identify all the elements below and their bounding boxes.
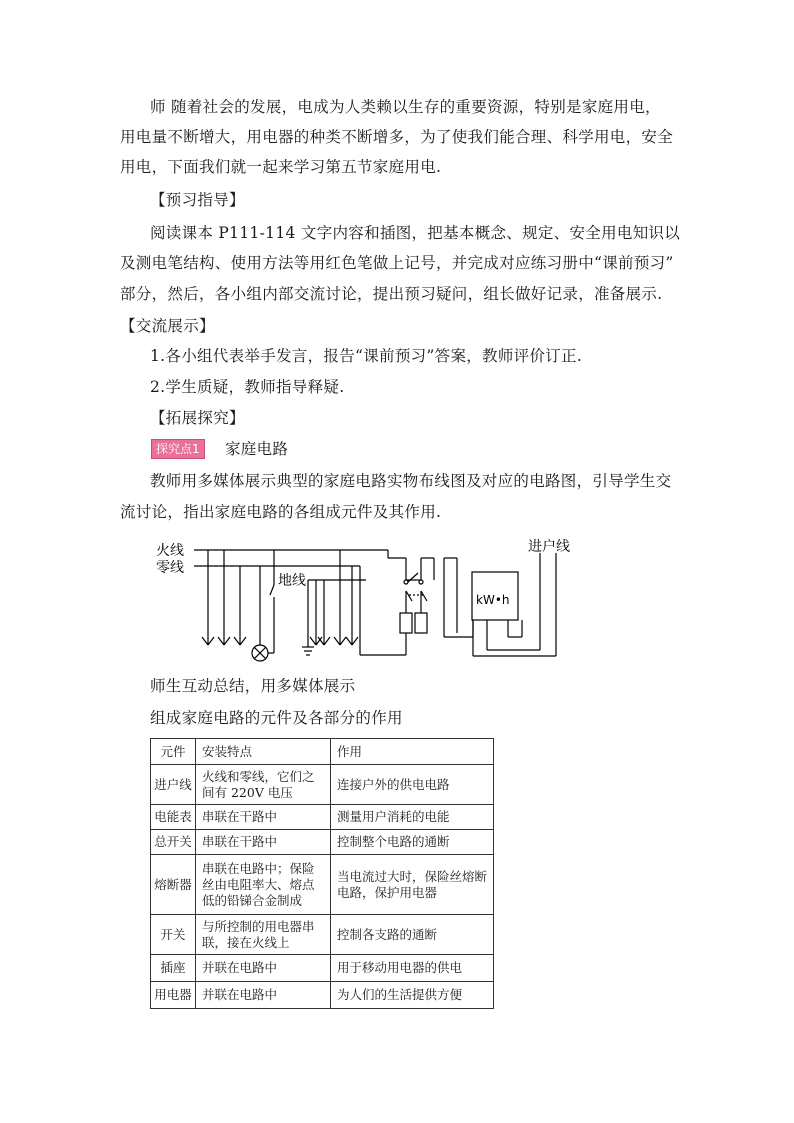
summary-line-2: 组成家庭电路的元件及各部分的作用: [150, 709, 403, 727]
preview-line-1: 阅读课本 P111-114 文字内容和插图，把基本概念、规定、安全用电知识以: [150, 224, 681, 242]
table-cell: 当电流过大时，保险丝熔断电路，保护用电器: [331, 855, 494, 915]
preview-heading: 【预习指导】: [150, 191, 245, 209]
table-cell: 串联在干路中: [196, 805, 331, 830]
table-cell: 插座: [151, 955, 196, 982]
intro-line-2: 用电量不断增大，用电器的种类不断增多，为了使我们能合理、科学用电，安全: [120, 128, 674, 146]
table-cell: 控制整个电路的通断: [331, 830, 494, 855]
neutral-wire-label: 零线: [156, 560, 184, 576]
table-cell: 进户线: [151, 765, 196, 805]
table-cell: 用电器: [151, 982, 196, 1009]
components-table: [150, 738, 494, 1009]
table-row: [151, 855, 494, 915]
table-cell: 总开关: [151, 830, 196, 855]
exchange-heading: 【交流展示】: [120, 317, 215, 335]
exchange-item-1: 1.各小组代表举手发言，报告“课前预习”答案，教师评价订正.: [150, 347, 583, 365]
table-row: [151, 830, 494, 855]
table-cell: 连接户外的供电电路: [331, 765, 494, 805]
table-cell: 用于移动用电器的供电: [331, 955, 494, 982]
preview-line-3: 部分，然后，各小组内部交流讨论，提出预习疑问，组长做好记录，准备展示.: [120, 285, 663, 303]
live-wire-label: 火线: [156, 543, 184, 559]
exchange-item-2: 2.学生质疑，教师指导释疑.: [150, 378, 345, 396]
table-row: [151, 915, 494, 955]
explore-line-2: 流讨论，指出家庭电路的各组成元件及其作用.: [120, 503, 442, 521]
table-cell: 火线和零线，它们之间有 220V 电压: [196, 765, 331, 805]
table-header-cell: 作用: [331, 739, 494, 765]
table-cell: 并联在电路中: [196, 982, 331, 1009]
explore-badge: 探究点1: [151, 439, 205, 459]
inlet-wire-label: 进户线: [528, 539, 570, 555]
table-cell: 测量用户消耗的电能: [331, 805, 494, 830]
summary-line-1: 师生互动总结，用多媒体展示: [150, 677, 356, 695]
table-row: [151, 805, 494, 830]
explore-line-1: 教师用多媒体展示典型的家庭电路实物布线图及对应的电路图，引导学生交: [150, 472, 672, 490]
table-cell: 串联在干路中: [196, 830, 331, 855]
table-row: [151, 765, 494, 805]
household-circuit-diagram: [150, 535, 610, 665]
preview-line-2: 及测电笔结构、使用方法等用红色笔做上记号，并完成对应练习册中“课前预习”: [120, 254, 674, 272]
table-cell: 为人们的生活提供方便: [331, 982, 494, 1009]
table-cell: 控制各支路的通断: [331, 915, 494, 955]
table-cell: 串联在电路中；保险丝由电阻率大、熔点低的铅锑合金制成: [196, 855, 331, 915]
intro-line-3: 用电，下面我们就一起来学习第五节家庭用电.: [120, 158, 442, 176]
table-cell: 熔断器: [151, 855, 196, 915]
ground-wire-label: 地线: [278, 573, 306, 589]
table-header-cell: 安装特点: [196, 739, 331, 765]
table-cell: 电能表: [151, 805, 196, 830]
table-cell: 并联在电路中: [196, 955, 331, 982]
intro-line-1: 师 随着社会的发展，电成为人类赖以生存的重要资源，特别是家庭用电，: [150, 98, 661, 116]
table-row: [151, 955, 494, 982]
explore-heading: 【拓展探究】: [150, 409, 245, 427]
table-cell: 与所控制的用电器串联，接在火线上: [196, 915, 331, 955]
table-row: [151, 982, 494, 1009]
table-header-row: [151, 739, 494, 765]
table-cell: 开关: [151, 915, 196, 955]
table-header-cell: 元件: [151, 739, 196, 765]
energy-meter-label: kW•h: [476, 593, 510, 607]
explore-topic: 家庭电路: [225, 440, 289, 458]
